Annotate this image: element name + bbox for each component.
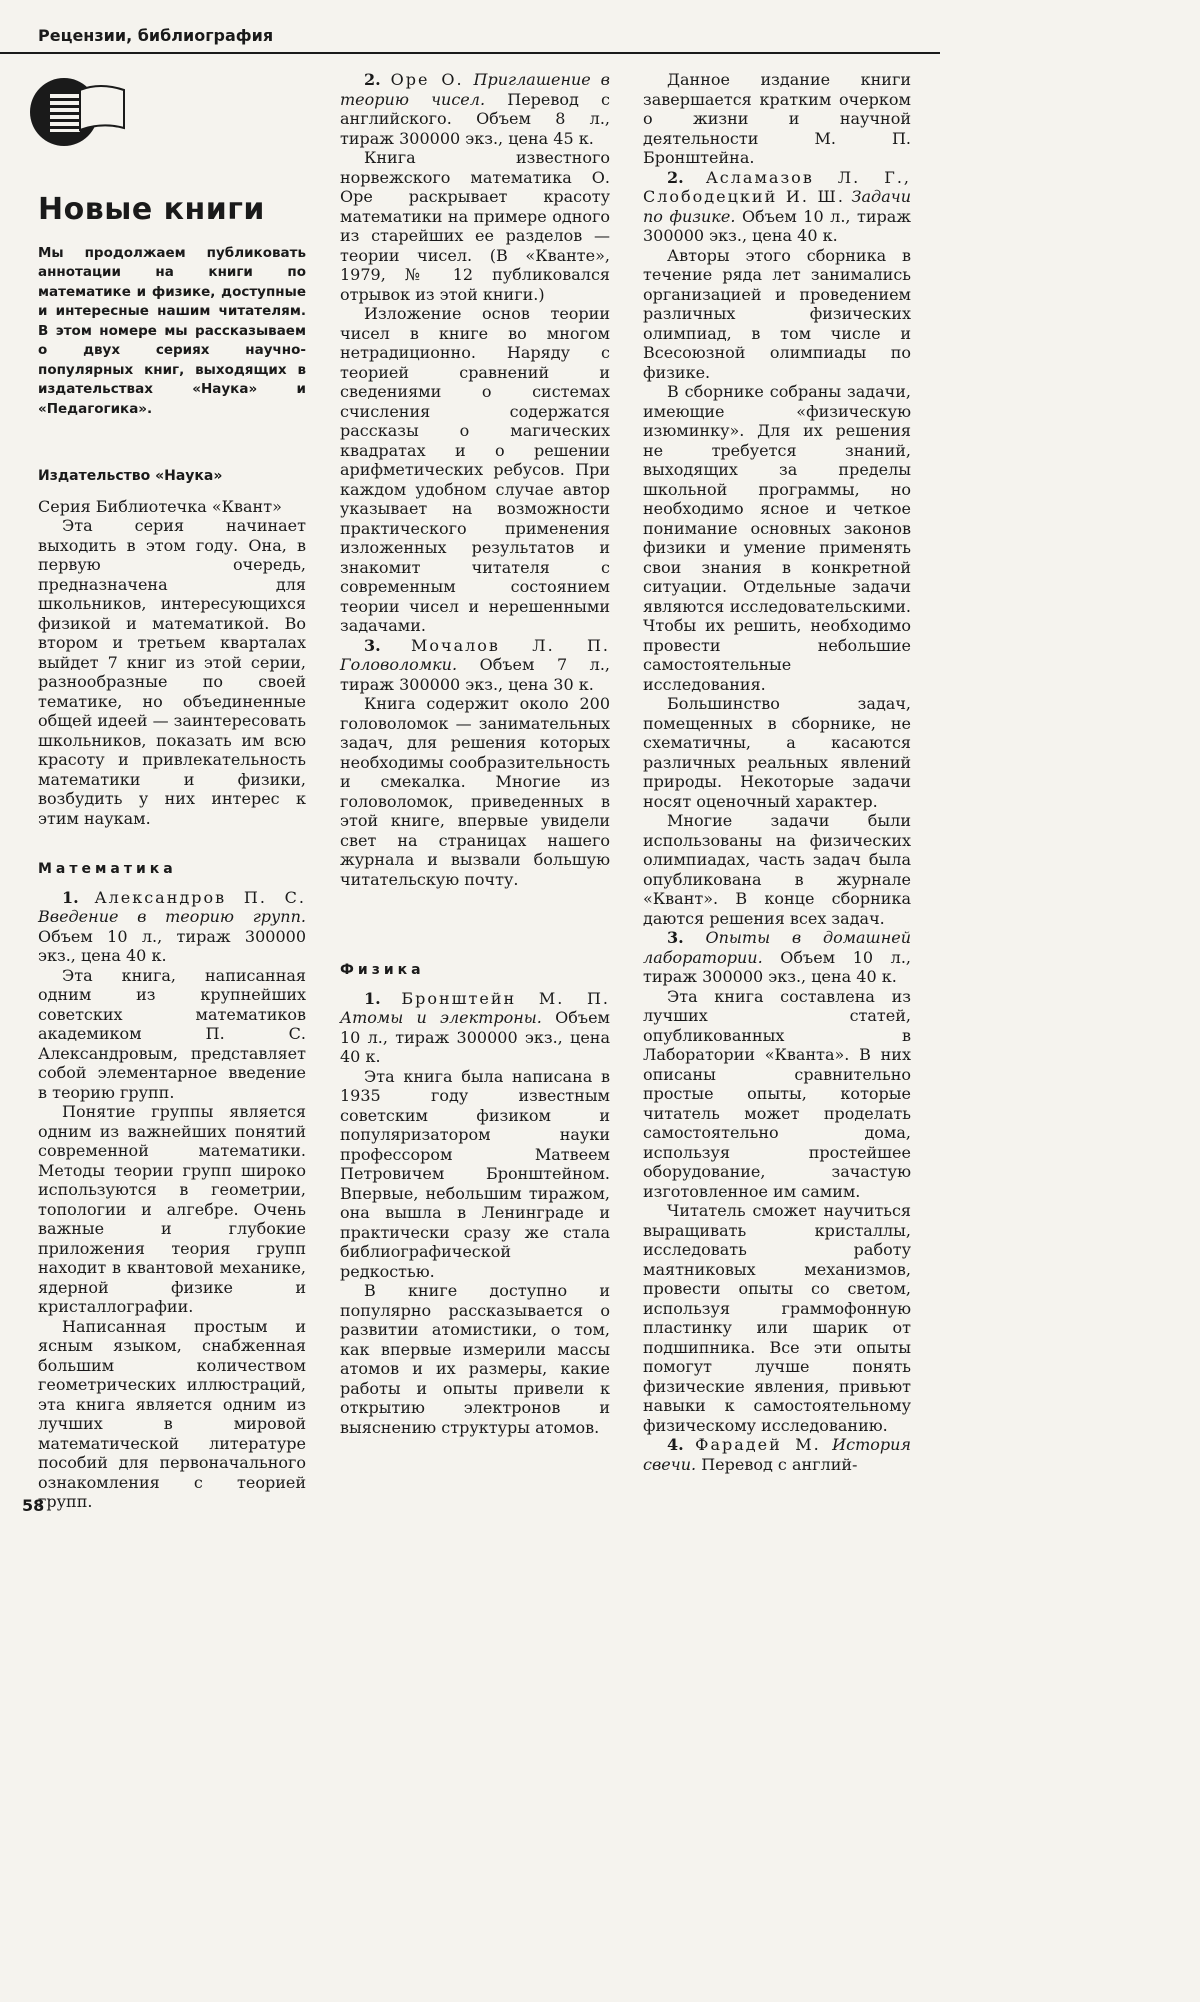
book-details: Перевод с англий- — [701, 1454, 858, 1474]
section-title: Рецензии, библиография — [38, 26, 274, 45]
book-number: 1. — [62, 887, 79, 907]
book-number: 2. — [364, 70, 381, 89]
book-title: Приглашение в теорию чисел. — [340, 70, 610, 109]
physics-book-2-text-4: Многие задачи были использованы на физических олимпиадах, часть задач была опубликована в журнале «Квант». В конце сборника даются решения всех задач. — [643, 811, 911, 928]
book-number: 2. — [667, 167, 684, 187]
math-book-1-text-3: Написанная простым и ясным языком, снабженная большим количеством геометрических иллюстраций, эта книга является одним из лучших в мировой математической литературе пособий для первоначального ознакомления с теорией групп. — [38, 1316, 306, 1511]
physics-book-2-text-1: Авторы этого сборника в течение ряда лет занимались организацией и проведением различных физических олимпиад, в том числе и Всесоюзной олимпиады по физике. — [643, 245, 911, 382]
physics-book-1-text-2: В книге доступно и популярно рассказывается о развитии атомистики, о том, как впервые измерили массы атомов и их размеры, какие работы и опыты привели к открытию электронов и выяснению структуры атомов. — [340, 1281, 610, 1437]
physics-book-1-text-3: Данное издание книги завершается кратким очерком о жизни и научной деятельности М. П. Бронштейна. — [643, 70, 911, 167]
book-details: Объем 10 л., тираж 300000 экз., цена 40 к. — [643, 206, 912, 245]
book-title: История свечи. — [643, 1435, 912, 1474]
physics-book-1-entry — [340, 989, 610, 1067]
book-title: Задачи по физике. — [643, 187, 911, 226]
book-number: 1. — [364, 988, 381, 1008]
math-book-2-entry — [340, 70, 610, 148]
math-book-3-text-1: Книга содержит около 200 головоломок — занимательных задач, для решения которых необходимы сообразительность и смекалка. Многие из головоломок, приведенных в этой книге, впервые увидели свет на страницах нашего журнала и вызвали большую читательскую почту. — [340, 694, 610, 889]
physics-book-1-text-1: Эта книга была написана в 1935 году известным советским физиком и популяризатором науки профессором Матвеем Петровичем Бронштейном. Впервые, небольшим тиражом, она вышла в Ленинграде и практически сразу же стала библиографической редкостью. — [340, 1066, 610, 1281]
book-number: 3. — [364, 635, 381, 655]
book-author: Бронштейн М. П. — [401, 988, 610, 1008]
physics-book-3-text-2: Читатель сможет научиться выращивать кристаллы, исследовать работу маятниковых механизмов, провести опыты со светом, используя граммофонную пластинку или шарик от подшипника. Все эти опыты помогут лучше понять физические явления, привьют навыки к самостоятельному физическому исследованию. — [643, 1201, 911, 1435]
book-author: Асламазов Л. Г., Слободецкий И. Ш. — [643, 167, 911, 206]
book-title: Атомы и электроны. — [340, 1008, 542, 1027]
math-book-3-entry — [340, 636, 610, 695]
article-intro: Мы продолжаем публиковать аннотации на книги по математике и физике, доступные и интересные нашим читателям. В этом номере мы рассказываем о двух сериях научно-популярных книг, выходящих в издательствах «Наука» и «Педагогика». — [38, 244, 306, 417]
book-title: Головоломки. — [340, 655, 458, 674]
math-book-1-entry — [38, 888, 306, 966]
page-header — [0, 0, 940, 54]
math-book-1-text-1: Эта книга, написанная одним из крупнейших советских математиков академиком П. С. Александровым, представляет собой элементарное введение в теорию групп. — [38, 965, 306, 1102]
book-details: Объем 10 л., тираж 300000 экз., цена 40 к. — [38, 926, 306, 965]
physics-book-3-entry — [643, 928, 911, 987]
physics-book-4-entry — [643, 1435, 911, 1474]
physics-book-2-text-2: В сборнике собраны задачи, имеющие «физическую изюминку». Для их решения не требуется знаний, выходящих за пределы школьной программы, но необходимо ясное и четкое понимание основных законов физики и умение применять свои знания в конкретной ситуации. Отдельные задачи являются исследовательскими. Чтобы их решить, необходимо провести небольшие самостоятельные исследования. — [643, 382, 911, 694]
book-author: Оре О. — [390, 70, 464, 89]
book-author: Александров П. С. — [94, 887, 306, 907]
book-author: Фарадей М. — [695, 1435, 821, 1454]
column-left — [38, 192, 306, 1512]
book-details: Перевод с английского. Объем 8 л., тираж 300000 экз., цена 45 к. — [340, 89, 610, 148]
article-title: Новые книги — [38, 192, 265, 227]
book-title: Опыты в домашней лаборатории. — [643, 928, 911, 967]
physics-book-2-entry — [643, 168, 911, 246]
math-book-1-text-2: Понятие группы является одним из важнейших понятий современной математики. Методы теории групп широко используются в геометрии, топологии и алгебре. Очень важные и глубокие приложения теория групп находит в квантовой механике, ядерной физике и кристаллографии. — [38, 1102, 306, 1316]
series-description: Эта серия начинает выходить в этом году. Она, в первую очередь, предназначена для школьников, интересующихся физикой и математикой. Во втором и третьем кварталах выйдет 7 книг из этой серии, разнообразные по своей тематике, но объединенные общей идеей — заинтересовать школьников, показать им всю красоту и привлекательность математики и физики, возбудить у них интерес к этим наукам. — [38, 516, 306, 828]
book-number: 4. — [667, 1435, 684, 1454]
column-middle — [340, 70, 610, 1437]
physics-book-2-text-3: Большинство задач, помещенных в сборнике, не схематичны, а касаются различных реальных явлений природы. Некоторые задачи носят оценочный характер. — [643, 694, 911, 811]
book-title: Введение в теорию групп. — [38, 907, 306, 926]
book-details: Объем 10 л., тираж 300000 экз., цена 40 к. — [643, 947, 911, 986]
math-book-2-text-1: Книга известного норвежского математика О. Оре раскрывает красоту математики на примере одного из старейших ее разделов — теории чисел. (В «Кванте», 1979, № 12 публиковался отрывок из этой книги.) — [340, 148, 610, 304]
physics-heading: Физика — [340, 962, 425, 978]
series-name: Серия Библиотечка «Квант» — [38, 496, 282, 516]
book-details: Объем 10 л., тираж 300000 экз., цена 40 к. — [340, 1008, 610, 1066]
publisher-heading: Издательство «Наука» — [38, 468, 223, 484]
book-author: Мочалов Л. П. — [411, 635, 610, 655]
book-number: 3. — [667, 928, 684, 947]
physics-book-3-text-1: Эта книга составлена из лучших статей, опубликованных в Лаборатории «Кванта». В них описаны сравнительно простые опыты, которые читатель может проделать самостоятельно дома, используя простейшее оборудование, зачастую изготовленное им самим. — [643, 986, 911, 1201]
book-details: Объем 7 л., тираж 300000 экз., цена 30 к. — [340, 655, 611, 694]
kvant-book-logo-icon — [28, 68, 128, 162]
math-heading: Математика — [38, 861, 177, 877]
column-right — [643, 70, 911, 1474]
math-book-2-text-2: Изложение основ теории чисел в книге во многом нетрадиционно. Наряду с теорией сравнений и сведениями о системах счисления содержатся рассказы о магических квадратах и о решении арифметических ребусов. При каждом удобном случае автор указывает на возможности практического применения изложенных результатов и знакомит читателя с современным состоянием теории чисел и нерешенными задачами. — [340, 304, 610, 635]
page-number: 58 — [22, 1496, 45, 1515]
